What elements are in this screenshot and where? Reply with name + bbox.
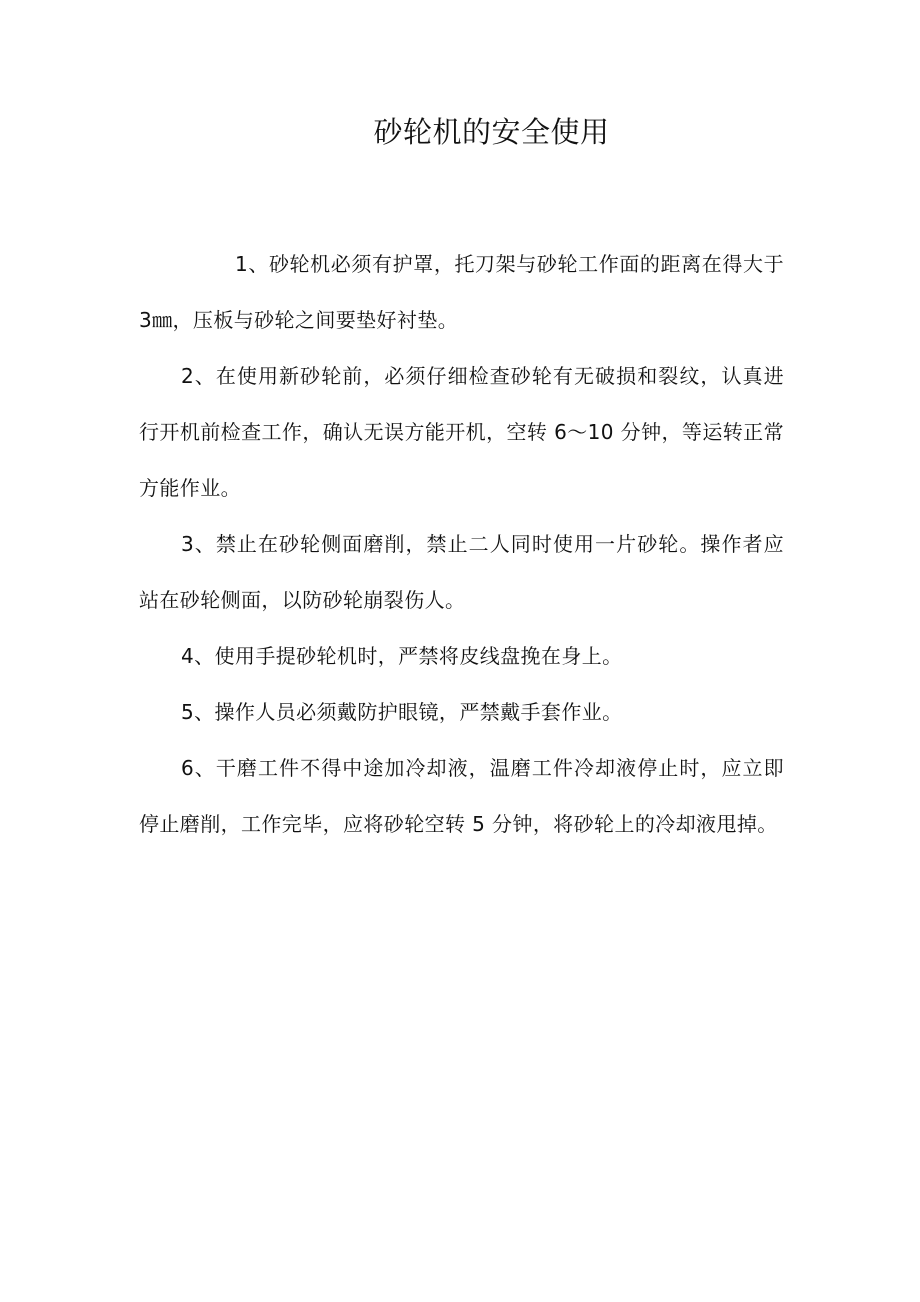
paragraph-4: 4、使用手提砂轮机时，严禁将皮线盘挽在身上。 bbox=[181, 644, 623, 668]
document-body bbox=[139, 236, 784, 852]
paragraph-6: 6、干磨工件不得中途加冷却液，温磨工件冷却液停止时，应立即停止磨削，工作完毕，应将砂轮空转 5 分钟，将砂轮上的冷却液甩掉。 bbox=[139, 756, 784, 836]
paragraph-5: 5、操作人员必须戴防护眼镜，严禁戴手套作业。 bbox=[181, 700, 623, 724]
paragraph-1: 1、砂轮机必须有护罩，托刀架与砂轮工作面的距离在得大于 3㎜，压板与砂轮之间要垫好衬垫。 bbox=[139, 252, 784, 332]
paragraph-3: 3、禁止在砂轮侧面磨削，禁止二人同时使用一片砂轮。操作者应站在砂轮侧面，以防砂轮崩裂伤人。 bbox=[139, 532, 784, 612]
paragraph-2: 2、在使用新砂轮前，必须仔细检查砂轮有无破损和裂纹，认真进行开机前检查工作，确认无误方能开机，空转 6～10 分钟，等运转正常方能作业。 bbox=[139, 364, 784, 500]
document-title: 砂轮机的安全使用 bbox=[373, 115, 610, 149]
